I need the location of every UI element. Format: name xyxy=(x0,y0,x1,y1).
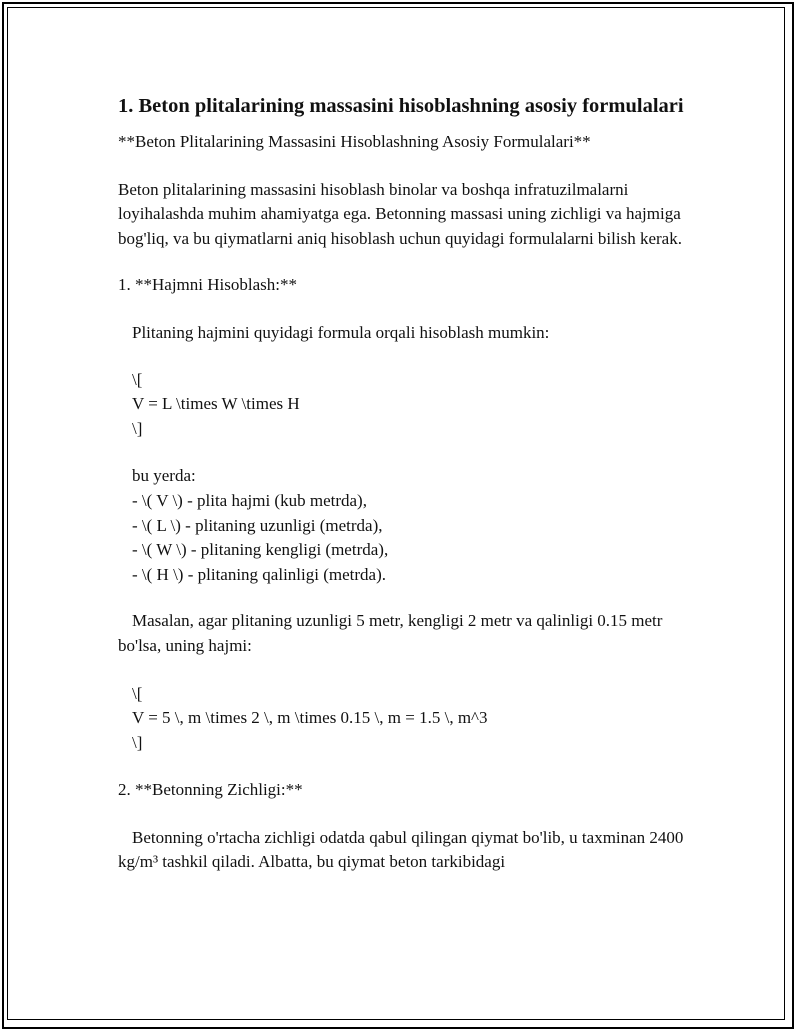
example-formula: V = 5 \, m \times 2 \, m \times 0.15 \, m = 1.5 \, m^3 xyxy=(132,708,488,728)
where-label: bu yerda: xyxy=(132,466,196,486)
formula-close: \] xyxy=(132,418,143,438)
example-formula-open: \[ xyxy=(132,683,143,703)
section-heading: 1. Beton plitalarining massasini hisoblashning asosiy formulalari xyxy=(118,95,684,117)
intro-paragraph: Beton plitalarining massasini hisoblash binolar va boshqa infratuzilmalarni loyihalashda muhim ahamiyatga ega. Betonning massasi uning zichligi va hajmiga bog'liq, va bu qiymatlarni aniq hisoblash uchun quyidagi formulalarni bilish kerak. xyxy=(118,179,686,248)
volume-formula: V = L \times W \times H xyxy=(132,394,300,414)
document-body xyxy=(118,93,698,875)
formula-open: \[ xyxy=(132,369,143,389)
variable-item: - \( V \) - plita hajmi (kub metrda), xyxy=(132,490,367,510)
example-formula-close: \] xyxy=(132,732,143,752)
subtitle: **Beton Plitalarining Massasini Hisoblashning Asosiy Formulalari** xyxy=(118,132,591,151)
section2-title: 2. **Betonning Zichligi:** xyxy=(118,780,303,800)
example-paragraph: Masalan, agar plitaning uzunligi 5 metr, kengligi 2 metr va qalinligi 0.15 metr bo'lsa, uning hajmi: xyxy=(118,611,667,655)
section2-paragraph: Betonning o'rtacha zichligi odatda qabul qilingan qiymat bo'lib, u taxminan 2400 kg/m³ tashkil qiladi. Albatta, bu qiymat beton tarkibidagi xyxy=(118,827,688,872)
section1-title: 1. **Hajmni Hisoblash:** xyxy=(118,275,297,295)
section1-lead: Plitaning hajmini quyidagi formula orqali hisoblash mumkin: xyxy=(132,322,550,342)
variable-item: - \( L \) - plitaning uzunligi (metrda), xyxy=(132,515,383,535)
variable-item: - \( H \) - plitaning qalinligi (metrda). xyxy=(132,564,386,584)
variable-item: - \( W \) - plitaning kengligi (metrda), xyxy=(132,540,389,560)
